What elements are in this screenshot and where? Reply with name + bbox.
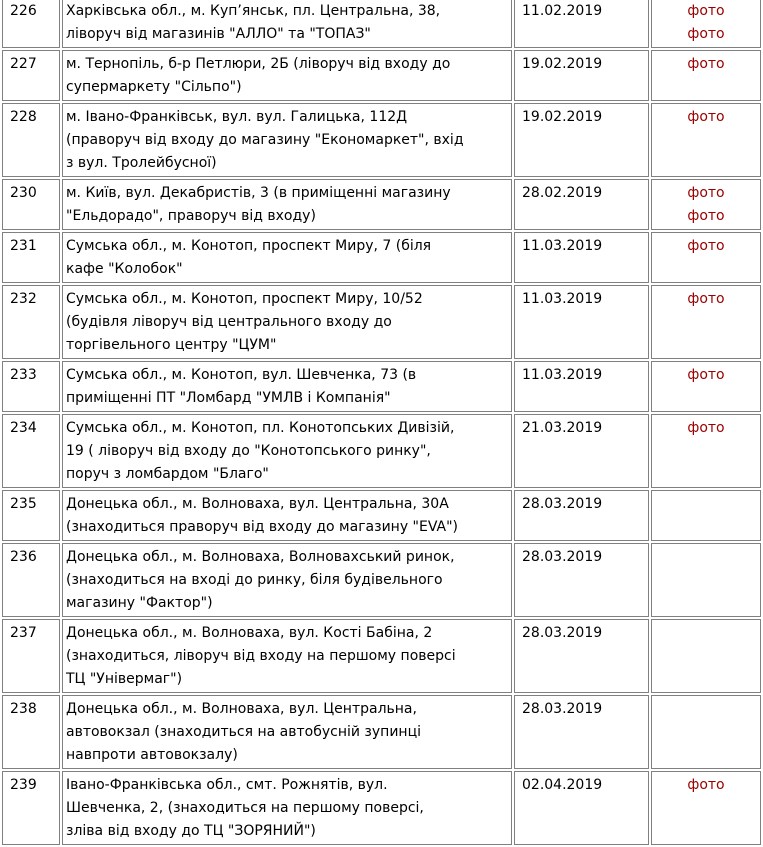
row-number: 234 <box>2 414 60 488</box>
table-row <box>2 414 763 488</box>
table-row <box>2 232 763 283</box>
row-number: 233 <box>2 361 60 412</box>
photo-link[interactable]: фото <box>687 56 725 72</box>
address-cell <box>62 771 512 845</box>
photo-cell <box>651 695 761 769</box>
photo-cell <box>651 285 761 359</box>
address-line: навпроти автовокзалу) <box>66 747 238 763</box>
photo-link[interactable]: фото <box>687 185 725 201</box>
photo-link[interactable]: фото <box>687 238 725 254</box>
address-line: м. Івано-Франківськ, вул. вул. Галицька, 112Д <box>66 109 408 125</box>
address-cell <box>62 285 512 359</box>
table-row <box>2 543 763 617</box>
address-line: приміщенні ПТ "Ломбард "УМЛВ і Компанія" <box>66 390 391 406</box>
row-number: 235 <box>2 490 60 541</box>
table-body <box>2 0 763 845</box>
photo-link[interactable]: фото <box>687 109 725 125</box>
date-cell: 02.04.2019 <box>514 771 649 845</box>
table-row <box>2 695 763 769</box>
address-line: Донецька обл., м. Волноваха, вул. Центральна, <box>66 701 417 717</box>
address-line: Донецька обл., м. Волноваха, Волновахський ринок, <box>66 549 455 565</box>
address-line: "Ельдорадо", праворуч від входу) <box>66 208 316 224</box>
table-row <box>2 619 763 693</box>
table-row <box>2 179 763 230</box>
photo-cell <box>651 0 761 48</box>
address-line: Сумська обл., м. Конотоп, проспект Миру, 7 (біля <box>66 238 432 254</box>
address-line: Донецька обл., м. Волноваха, вул. Кості Бабіна, 2 <box>66 625 433 641</box>
date-cell: 11.03.2019 <box>514 232 649 283</box>
photo-cell <box>651 179 761 230</box>
address-cell <box>62 232 512 283</box>
date-cell: 19.02.2019 <box>514 50 649 101</box>
address-line: Сумська обл., м. Конотоп, проспект Миру, 10/52 <box>66 291 423 307</box>
address-line: магазину "Фактор") <box>66 595 213 611</box>
row-number: 236 <box>2 543 60 617</box>
photo-link[interactable]: фото <box>687 291 725 307</box>
row-number: 227 <box>2 50 60 101</box>
photo-cell <box>651 361 761 412</box>
address-line: Донецька обл., м. Волноваха, вул. Центральна, 30А <box>66 496 449 512</box>
date-cell: 28.03.2019 <box>514 490 649 541</box>
table-row <box>2 361 763 412</box>
address-line: м. Тернопіль, б-р Петлюри, 2Б (ліворуч від входу до <box>66 56 451 72</box>
photo-cell <box>651 414 761 488</box>
address-line: м. Київ, вул. Декабристів, 3 (в приміщенні магазину <box>66 185 451 201</box>
address-cell <box>62 103 512 177</box>
address-line: (праворуч від входу до магазину "Економаркет", вхід <box>66 132 464 148</box>
photo-cell <box>651 543 761 617</box>
row-number: 237 <box>2 619 60 693</box>
address-line: (знаходиться праворуч від входу до магазину "EVA") <box>66 519 459 535</box>
date-cell: 28.03.2019 <box>514 543 649 617</box>
address-line: кафе "Колобок" <box>66 261 183 277</box>
address-line: Сумська обл., м. Конотоп, вул. Шевченка, 73 (в <box>66 367 417 383</box>
date-cell: 28.03.2019 <box>514 695 649 769</box>
row-number: 239 <box>2 771 60 845</box>
address-cell <box>62 543 512 617</box>
address-line: 19 ( ліворуч від входу до "Конотопського ринку", <box>66 443 431 459</box>
date-cell: 19.02.2019 <box>514 103 649 177</box>
address-line: Шевченка, 2, (знаходиться на першому поверсі, <box>66 800 424 816</box>
row-number: 228 <box>2 103 60 177</box>
address-line: Івано-Франківська обл., смт. Рожнятів, вул. <box>66 777 388 793</box>
address-line: автовокзал (знаходиться на автобусній зупинці <box>66 724 421 740</box>
photo-cell <box>651 490 761 541</box>
address-cell <box>62 50 512 101</box>
address-cell <box>62 361 512 412</box>
date-cell: 11.02.2019 <box>514 0 649 48</box>
address-cell <box>62 619 512 693</box>
address-line: ліворуч від магазинів "АЛЛО" та "ТОПАЗ" <box>66 26 371 42</box>
address-line: торгівельного центру "ЦУМ" <box>66 337 277 353</box>
table-row <box>2 285 763 359</box>
date-cell: 21.03.2019 <box>514 414 649 488</box>
photo-link[interactable]: фото <box>687 420 725 436</box>
address-line: поруч з ломбардом "Благо" <box>66 466 269 482</box>
address-line: з вул. Тролейбусної) <box>66 155 217 171</box>
row-number: 230 <box>2 179 60 230</box>
address-line: (будівля ліворуч від центрального входу до <box>66 314 392 330</box>
address-cell <box>62 414 512 488</box>
address-line: ТЦ "Універмаг") <box>66 671 183 687</box>
photo-cell <box>651 103 761 177</box>
date-cell: 28.03.2019 <box>514 619 649 693</box>
address-cell <box>62 179 512 230</box>
photo-link[interactable]: фото <box>687 208 725 224</box>
address-cell <box>62 695 512 769</box>
address-cell <box>62 0 512 48</box>
row-number: 231 <box>2 232 60 283</box>
address-line: Сумська обл., м. Конотоп, пл. Конотопських Дивізій, <box>66 420 455 436</box>
table-row <box>2 771 763 845</box>
table-row <box>2 0 763 48</box>
row-number: 226 <box>2 0 60 48</box>
photo-cell <box>651 232 761 283</box>
address-cell <box>62 490 512 541</box>
photo-cell <box>651 50 761 101</box>
date-cell: 11.03.2019 <box>514 285 649 359</box>
photo-link[interactable]: фото <box>687 3 725 19</box>
photo-link[interactable]: фото <box>687 26 725 42</box>
row-number: 232 <box>2 285 60 359</box>
row-number: 238 <box>2 695 60 769</box>
photo-cell <box>651 771 761 845</box>
address-line: (знаходиться на вході до ринку, біля будівельного <box>66 572 443 588</box>
address-line: супермаркету "Сільпо") <box>66 79 242 95</box>
table-row <box>2 103 763 177</box>
photo-link[interactable]: фото <box>687 367 725 383</box>
photo-cell <box>651 619 761 693</box>
address-line: Харківська обл., м. Куп’янськ, пл. Центральна, 38, <box>66 3 441 19</box>
date-cell: 28.02.2019 <box>514 179 649 230</box>
address-line: (знаходиться, ліворуч від входу на першому поверсі <box>66 648 456 664</box>
photo-link[interactable]: фото <box>687 777 725 793</box>
table-row <box>2 490 763 541</box>
address-line: зліва від входу до ТЦ "ЗОРЯНИЙ") <box>66 823 316 839</box>
table-row <box>2 50 763 101</box>
date-cell: 11.03.2019 <box>514 361 649 412</box>
